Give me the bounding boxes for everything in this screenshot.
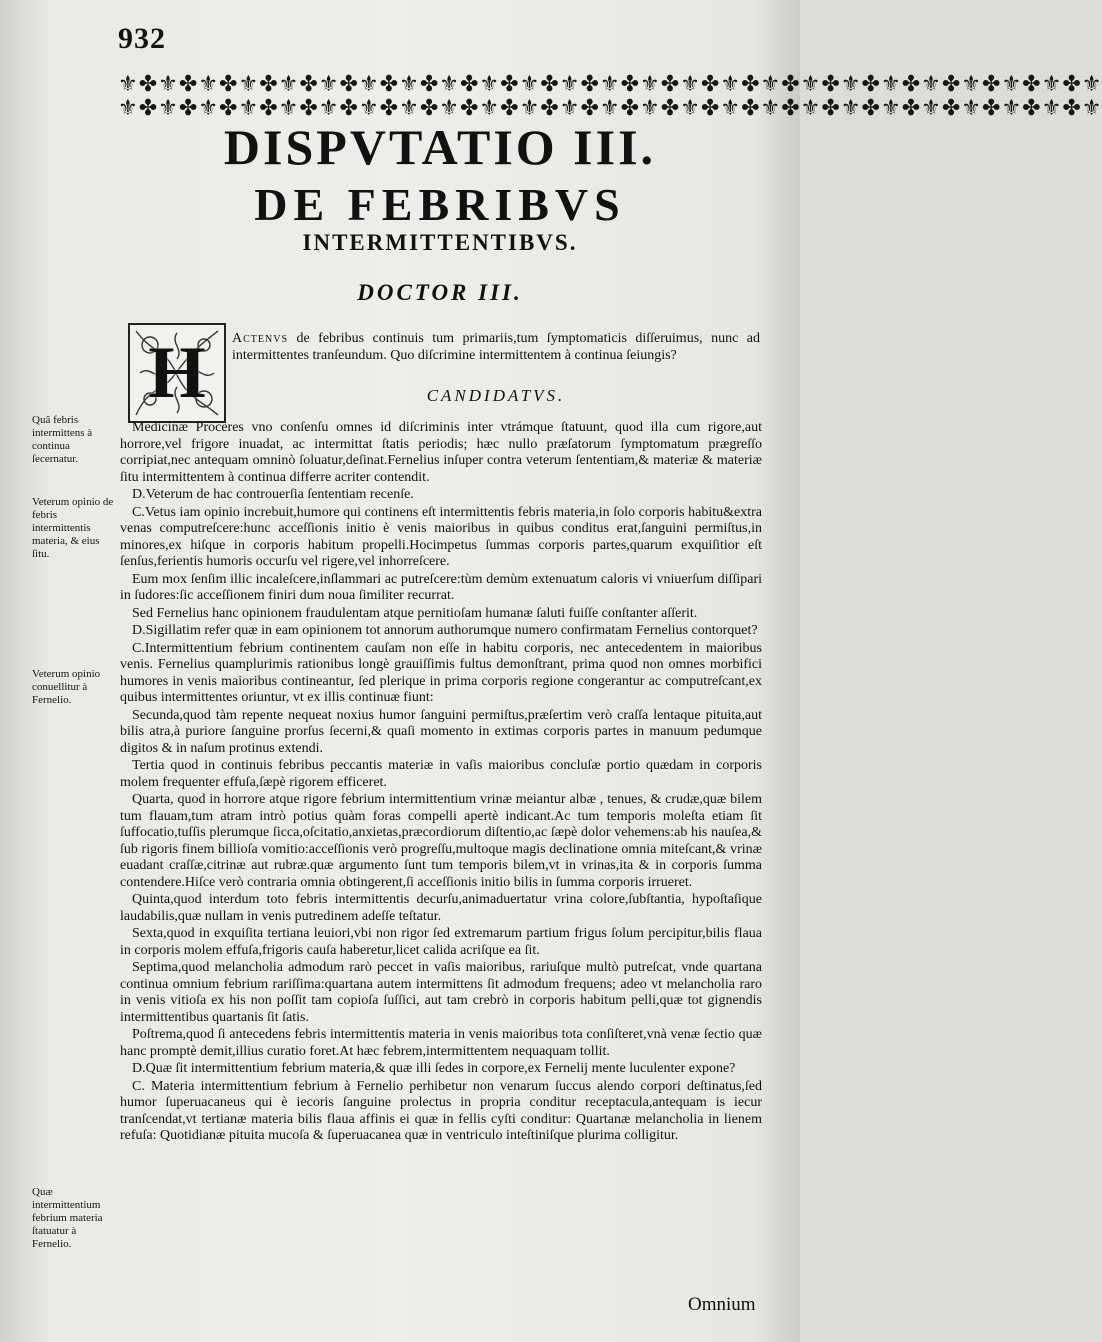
- page-number: 932: [118, 22, 166, 55]
- fleuron-row-top: ⚜✤⚜✤⚜✤⚜✤⚜✤⚜✤⚜✤⚜✤⚜✤⚜✤⚜✤⚜✤⚜✤⚜✤⚜✤⚜✤⚜✤⚜✤⚜✤⚜✤⚜✤⚜✤⚜✤⚜✤⚜: [118, 71, 1102, 96]
- fleuron-ornament-band: [118, 71, 1102, 124]
- paragraph: Eum mox ſenſim illic incaleſcere,inſlammari ac putreſcere:tùm demùm extenuatum caloris vi vniuerſum diſſipari in ſudores:ſic acceſſionem finiri dum noua ſimiliter recurrat.: [120, 571, 762, 603]
- main-text: [120, 420, 762, 1146]
- disputation-subtitle: DE FEBRIBVS: [254, 179, 626, 230]
- margin-note: Quæ intermittentium febrium materia ſtatuatur à Fernelio.: [32, 1186, 103, 1250]
- doctor-heading: DOCTOR III.: [357, 280, 523, 305]
- paragraph: D.Quæ ſit intermittentium febrium materia,& quæ illi ſedes in corpore,ex Fernelij mente luculenter expone?: [132, 1061, 736, 1076]
- paragraph: Secunda,quod tàm repente nequeat noxius humor ſanguini permiſtus,præſertim verò craſſa lentaque pituita,aut bilis atra,à puriore ſanguine prorſus ſecerni,& quaſi momento in extimas corporis partes in manuum pedumque digitos & in naſum protinus extendi.: [120, 707, 762, 756]
- margin-note: Veterum opinio de febris intermittentis materia, & eius ſitu.: [32, 496, 114, 560]
- margin-note: Quâ febris intermittens à continua ſecernatur.: [32, 414, 93, 465]
- catchword: Omnium: [688, 1294, 756, 1315]
- paragraph: D.Veterum de hac controuerſia ſententiam recenſe.: [132, 487, 414, 502]
- intro-question: [232, 330, 760, 364]
- disputation-title: DISPVTATIO III.: [223, 119, 657, 175]
- margin-note: Veterum opinio conuellitur à Fernelio.: [32, 668, 101, 706]
- paragraph: D.Sigillatim refer quæ in eam opinionem tot annorum authorumque numero confirmatam Fernelius contorquet?: [132, 623, 758, 638]
- initial-letter: H: [148, 332, 206, 414]
- disputation-subtitle-2: INTERMITTENTIBVS.: [302, 230, 578, 255]
- paragraph: Tertia quod in continuis febribus peccantis materiæ in vaſis maioribus concluſæ portio quædam in corporis molem frequenter effuſa,ſæpè rigorem efficeret.: [120, 758, 762, 790]
- paragraph: Quarta, quod in horrore atque rigore febrium intermittentium vrinæ meiantur albæ , tenues, & crudæ,quæ bilem tum flauam,tum atram intrò potius quàm foras compelli apertè indicant.Ac tum temporis moleſta etiam ſit ſuffocatio,tuſſis plerumque ſicca,oſcitatio,anxietas,præcordiorum diſtentio,ac ſæpè dolor vehemens:ab his nauſea,& ſub rigoris finem billioſa vomitio:acceſſionis verò progreſſu,multoque magis declinatione omnia miteſcant,& vrinæ euadant craſſæ,citrinæ aut rubræ.quæ argumento ſunt tum temporis bilem,vt in vrinas,ita & in corporis ſumma contendere.Hiſce verò contraria omnia obtingerent,ſi acceſſionis initio bilis in ſumma corporis irrueret.: [120, 792, 762, 890]
- paragraph: Septima,quod melancholia admodum rarò peccet in vaſis maioribus, rariuſque multò putreſcat, vnde quartana continua omnium febrium rariſſima:quartana autem intermittens ſit admodum frequens; adeo vt melancholia raro in venis vitioſa ex his non poſſit tam copioſa ſuſſici, aut tam crebrò in corporis habitum pelli,quæ tot gignendis intermittentibus quartanis ſit ſatis.: [120, 960, 762, 1025]
- paragraph: C.Vetus iam opinio increbuit,humore qui continens eſt intermittentis febris materia,in ſolo corporis habitu&extra venas computreſcere:hunc acceſſionis initio è venis maioribus in quibus conditus erat,ſanguini permiſtus,in minores,ex hiſque in corporis habitum propelli.Hocimpetus ſummas corporis partes,quarum exquiſitior eſt ſenſus,ferientis humoris occurſu vel rigere,vel inhorreſcere.: [120, 504, 762, 569]
- paragraph: C.Intermittentium febrium continentem cauſam non eſſe in habitu corporis, nec antecedentem in maioribus venis. Fernelius quamplurimis rationibus longè grauiſſimis fultus demonſtrant, prima quod non omnes morbifici humores in venis maioribus contineantur, ſed plerique in prima corporis regione congerantur ac computreſcant,ex quibus intermittentes oriuntur, vt ex illis continuæ fiunt:: [120, 640, 762, 705]
- paragraph: C. Materia intermittentium febrium à Fernelio perhibetur non venarum ſuccus alendo corpori deſtinatus,ſed humor ſuperuacaneus qui è iecoris ſanguine prolectus in propria conditur receptacula,antequam is iecur tranſcendat,vt tertianæ materia bilis flaua affinis ei quæ in fellis cyſti conditur: Quartanæ melancholia in lienem refuſa: Quotidianæ pituita mucoſa & ſuperuacanea quæ in ventriculo inteſtiniſque plurima colligitur.: [120, 1078, 762, 1143]
- paragraph: Quinta,quod interdum toto febris intermittentis decurſu,animaduertatur vrina colore,ſubſtantia, hypoſtaſique laudabilis,quæ nullam in venis putredinem adeſſe teſtatur.: [120, 892, 762, 924]
- fleuron-row-bottom: ⚜✤⚜✤⚜✤⚜✤⚜✤⚜✤⚜✤⚜✤⚜✤⚜✤⚜✤⚜✤⚜✤⚜✤⚜✤⚜✤⚜✤⚜✤⚜✤⚜✤⚜✤⚜✤⚜✤⚜✤⚜: [118, 95, 1102, 120]
- decorated-initial: [128, 323, 226, 423]
- paragraph: Sexta,quod in exquiſita tertiana leuiori,vbi non rigor ſed extremarum partium frigus ſolum percipitur,bilis flaua in corporis molem effuſa,frigoris cauſa haberetur,licet calida acriſque ea ſit.: [120, 926, 762, 958]
- paragraph: Medicinæ Proceres vno conſenſu omnes id diſcriminis inter vtrámque ſtatuunt, quod illa cum rigore,aut horrore,vel frigore inuadat, ac intermittat ſtatis periodis; hæc nullo præſatorum ſymptomatum prægreſſo corripiat,nec antequam omninò ſoluatur,deſinat.Fernelius inſuper contra veterum ſententiam,& materiæ & materiæ ſitu intermittentem à continua differre acriter contendit.: [120, 420, 762, 485]
- intro-lead-word: Actenvs: [232, 331, 289, 346]
- paragraph: Poſtrema,quod ſi antecedens febris intermittentis materia in venis maioribus tota conſiſteret,vnà venæ ſectio quæ hanc promptè demit,illius curatio foret.At hæc febrem,intermittentem nequaquam tollit.: [120, 1027, 762, 1059]
- candidatus-heading: CANDIDATVS.: [426, 386, 566, 405]
- paragraph: Sed Fernelius hanc opinionem fraudulentam atque pernitioſam humanæ ſaluti fuiſſe conſtanter aſſerit.: [132, 605, 698, 621]
- intro-text: de febribus continuis tum primariis,tum ſymptomaticis diſſeruimus, nunc ad intermittentes tranſeundum. Quo diſcrimine intermittentem à continua ſeiungis?: [232, 331, 760, 363]
